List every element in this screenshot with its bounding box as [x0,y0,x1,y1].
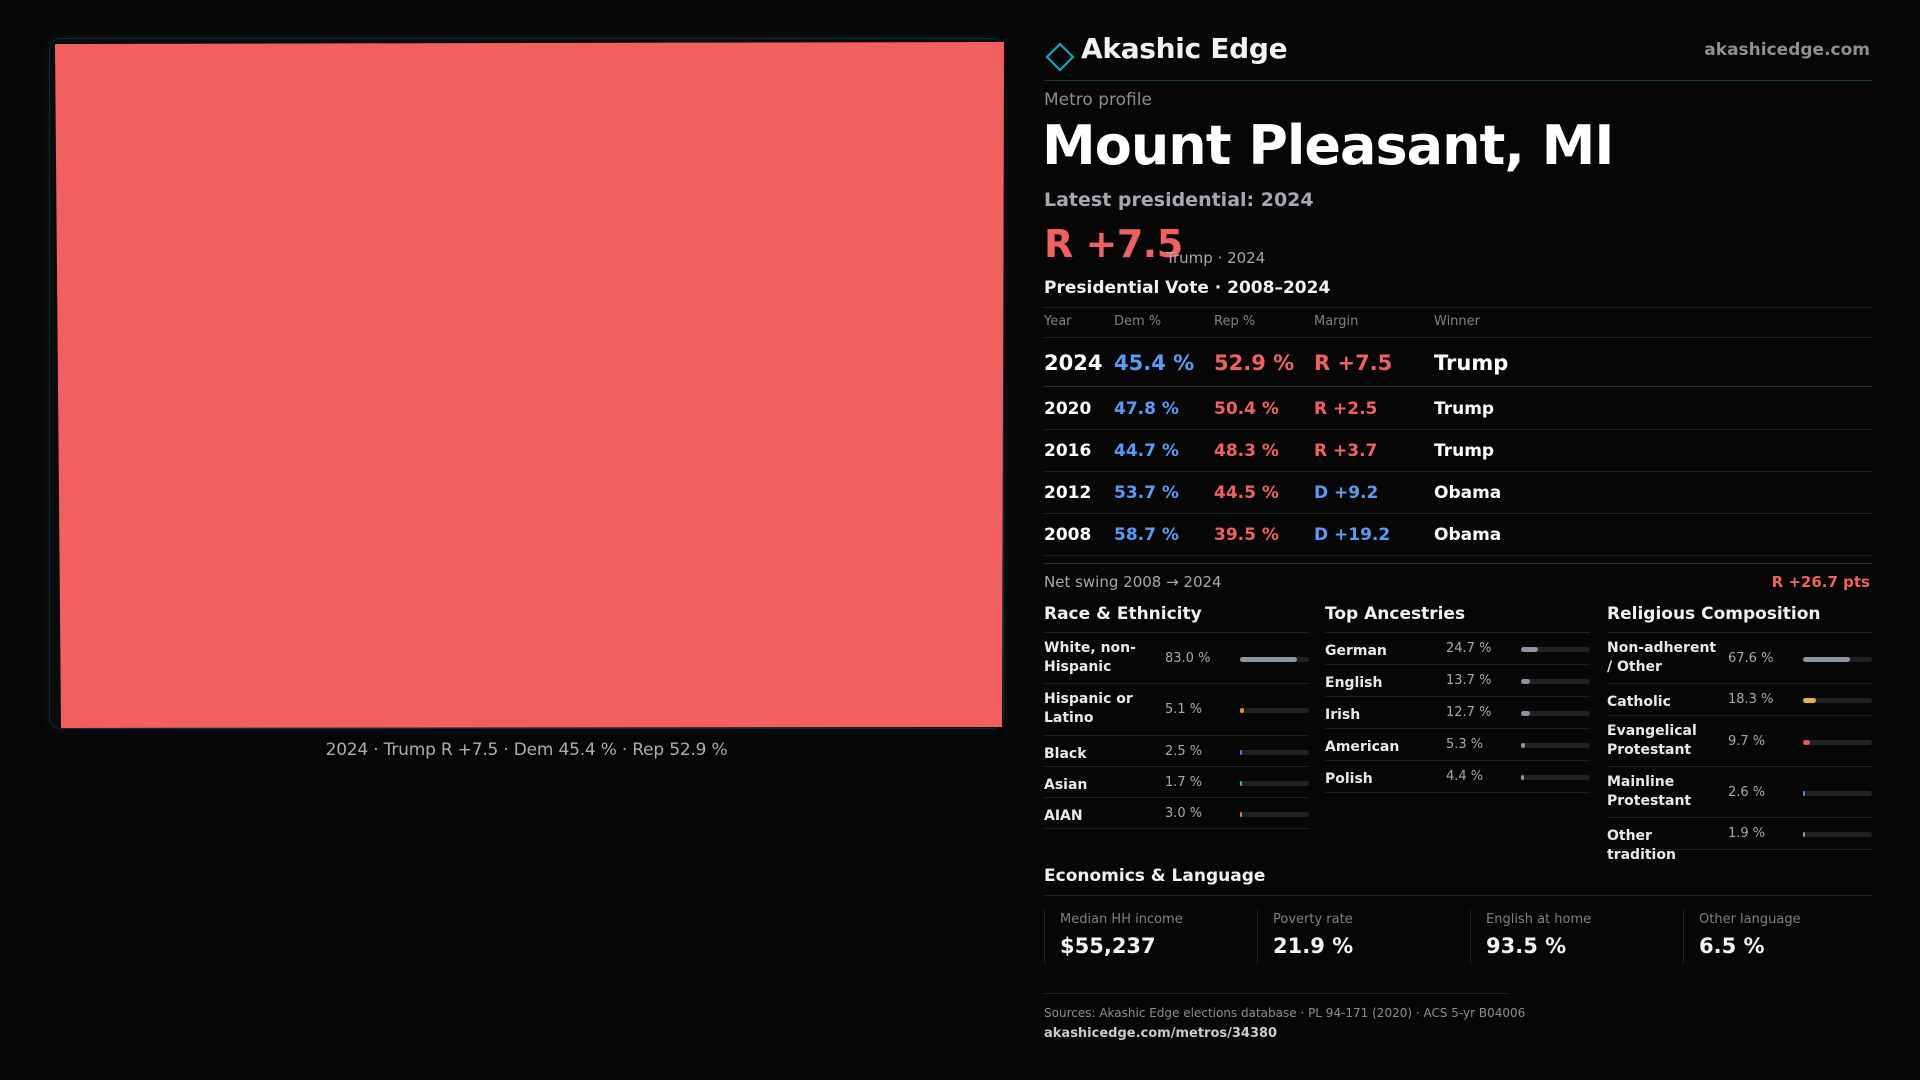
vote-winner: Obama [1434,525,1502,545]
vote-year: 2012 [1044,483,1092,503]
vote-dem: 58.7 % [1114,525,1179,545]
religion-bar-fill [1803,791,1805,796]
ancestry-bar-fill [1521,711,1530,716]
vote-header-winner: Winner [1434,314,1481,329]
vote-margin: D +19.2 [1314,525,1391,545]
vote-row [1044,472,1872,514]
vote-row [1044,337,1872,387]
religion-bar-fill [1803,832,1805,837]
vote-header-year: Year [1044,314,1072,329]
race-value: 5.1 % [1165,702,1203,717]
vote-table-title: Presidential Vote · 2008–2024 [1044,278,1331,298]
vote-dem: 53.7 % [1114,483,1179,503]
religion-label: Mainline Protestant [1607,774,1692,809]
latest-margin-sub: Trump · 2024 [1166,249,1266,267]
religion-row [1607,818,1872,863]
ancestry-label: German [1325,643,1387,659]
vote-margin: R +3.7 [1314,441,1378,461]
vote-header-dem: Dem % [1114,314,1162,329]
ancestry-row [1325,761,1590,793]
metro-map-shape[interactable] [50,39,1005,730]
religion-label: Evangelical Protestant [1607,723,1697,758]
religion-bar [1803,740,1872,745]
ancestry-bar [1521,743,1590,748]
race-bar-fill [1240,750,1242,755]
ancestry-bar [1521,775,1590,780]
vote-winner: Trump [1434,351,1509,375]
race-value: 83.0 % [1165,650,1211,666]
religion-value: 9.7 % [1728,733,1766,749]
ancestry-bar [1521,679,1590,684]
ancestry-title: Top Ancestries [1325,604,1466,624]
map-caption: 2024 · Trump R +7.5 · Dem 45.4 % · Rep 52.9 % [325,740,728,760]
race-bar [1240,781,1309,786]
latest-margin: R +7.5 [1044,222,1183,266]
ancestry-value: 5.3 % [1446,737,1484,752]
religion-bar-fill [1803,698,1816,703]
econ-label: English at home [1486,912,1592,927]
ancestry-row [1325,665,1590,697]
econ-value: $55,237 [1060,934,1156,958]
page-title: Mount Pleasant, MI [1042,114,1614,177]
race-label: Black [1044,746,1087,762]
ancestry-value: 12.7 % [1446,705,1492,720]
race-row [1044,684,1309,736]
ancestry-bar [1521,647,1590,652]
religion-bar-fill [1803,657,1850,662]
race-row [1044,798,1309,829]
religion-label: Non-adherent / Other [1607,640,1717,675]
ancestry-label: English [1325,675,1383,691]
race-label: White, non-Hispanic [1044,640,1136,675]
religion-value: 18.3 % [1728,692,1774,707]
ancestry-bar-fill [1521,679,1530,684]
religion-label: Other tradition [1607,828,1676,863]
religion-bar [1803,698,1872,703]
race-bar [1240,708,1309,713]
econ-value: 93.5 % [1486,934,1567,958]
econ-poverty-rate [1257,910,1470,964]
ancestry-value: 4.4 % [1446,769,1484,784]
religion-bar [1803,832,1872,837]
religion-label: Catholic [1607,694,1671,710]
religion-row [1607,767,1872,818]
ancestry-value: 13.7 % [1446,673,1492,688]
sources-text: Sources: Akashic Edge elections database · PL 94-171 (2020) · ACS 5-yr B04006 [1044,1006,1526,1020]
religion-row [1607,716,1872,767]
brand-name: Akashic Edge [1081,32,1288,65]
religion-bar-fill [1803,740,1810,745]
vote-year: 2024 [1044,351,1103,375]
ancestry-bar [1521,711,1590,716]
vote-row [1044,430,1872,472]
econ-label: Other language [1699,912,1801,927]
econ-label: Poverty rate [1273,912,1353,927]
race-row [1044,767,1309,798]
vote-winner: Trump [1434,399,1495,419]
ancestry-bar-fill [1521,775,1524,780]
economics-title: Economics & Language [1044,866,1266,886]
religion-bar [1803,657,1872,662]
latest-presidential-label: Latest presidential: 2024 [1044,189,1314,211]
religion-value: 1.9 % [1728,826,1766,841]
county-polygon[interactable] [55,42,1004,728]
vote-rep: 50.4 % [1214,399,1279,419]
swing-divider [1044,563,1872,564]
vote-table-divider [1044,307,1872,308]
race-bar-fill [1240,657,1297,662]
vote-rep: 52.9 % [1214,351,1295,375]
vote-rep: 39.5 % [1214,525,1279,545]
race-row [1044,633,1309,684]
vote-margin: D +9.2 [1314,483,1379,503]
econ-english-at-home [1470,910,1683,964]
vote-row [1044,388,1872,430]
source-url-link[interactable]: akashicedge.com/metros/34380 [1044,1026,1278,1041]
vote-year: 2016 [1044,441,1092,461]
vote-dem: 47.8 % [1114,399,1179,419]
ancestry-label: Polish [1325,771,1373,787]
diamond-outline-icon [1045,42,1075,72]
vote-margin: R +2.5 [1314,399,1378,419]
vote-rep: 44.5 % [1214,483,1279,503]
econ-median-income [1044,910,1257,964]
race-label: AIAN [1044,808,1083,824]
vote-winner: Trump [1434,441,1495,461]
ancestry-label: American [1325,739,1400,755]
econ-value: 6.5 % [1699,934,1765,958]
race-title: Race & Ethnicity [1044,604,1202,624]
race-bar-fill [1240,781,1242,786]
vote-dem: 44.7 % [1114,441,1179,461]
econ-label: Median HH income [1060,912,1183,927]
brand-url-link[interactable]: akashicedge.com [1704,40,1870,60]
header-divider [1044,80,1872,81]
ancestry-label: Irish [1325,707,1361,723]
religion-row [1607,633,1872,684]
race-bar [1240,750,1309,755]
ancestry-bar-fill [1521,743,1525,748]
race-label: Asian [1044,777,1088,793]
vote-year: 2020 [1044,399,1092,419]
map-panel[interactable] [49,38,1004,729]
religion-bar [1803,791,1872,796]
race-label: Hispanic or Latino [1044,691,1133,726]
race-value: 3.0 % [1165,805,1203,821]
vote-rep: 48.3 % [1214,441,1279,461]
footer-divider [1044,993,1508,994]
religion-value: 2.6 % [1728,784,1766,800]
race-bar [1240,812,1309,817]
vote-margin: R +7.5 [1314,351,1393,375]
race-bar-fill [1240,812,1242,817]
vote-year: 2008 [1044,525,1092,545]
page-kicker: Metro profile [1044,90,1152,110]
religion-row [1607,684,1872,716]
religion-title: Religious Composition [1607,604,1821,624]
vote-row [1044,514,1872,556]
ancestry-row [1325,729,1590,761]
economics-divider [1044,895,1872,896]
net-swing-label: Net swing 2008 → 2024 [1044,573,1222,591]
race-value: 2.5 % [1165,743,1203,759]
econ-other-language [1683,910,1872,964]
ancestry-row [1325,697,1590,729]
vote-winner: Obama [1434,483,1502,503]
race-bar-fill [1240,708,1244,713]
race-bar [1240,657,1309,662]
ancestry-row [1325,633,1590,665]
vote-header-margin: Margin [1314,314,1359,329]
religion-value: 67.6 % [1728,650,1774,666]
econ-value: 21.9 % [1273,934,1354,958]
vote-header-rep: Rep % [1214,314,1256,329]
race-row [1044,736,1309,767]
net-swing-value: R +26.7 pts [1771,573,1870,591]
race-value: 1.7 % [1165,774,1203,790]
ancestry-value: 24.7 % [1446,641,1492,656]
ancestry-bar-fill [1521,647,1538,652]
vote-dem: 45.4 % [1114,351,1195,375]
